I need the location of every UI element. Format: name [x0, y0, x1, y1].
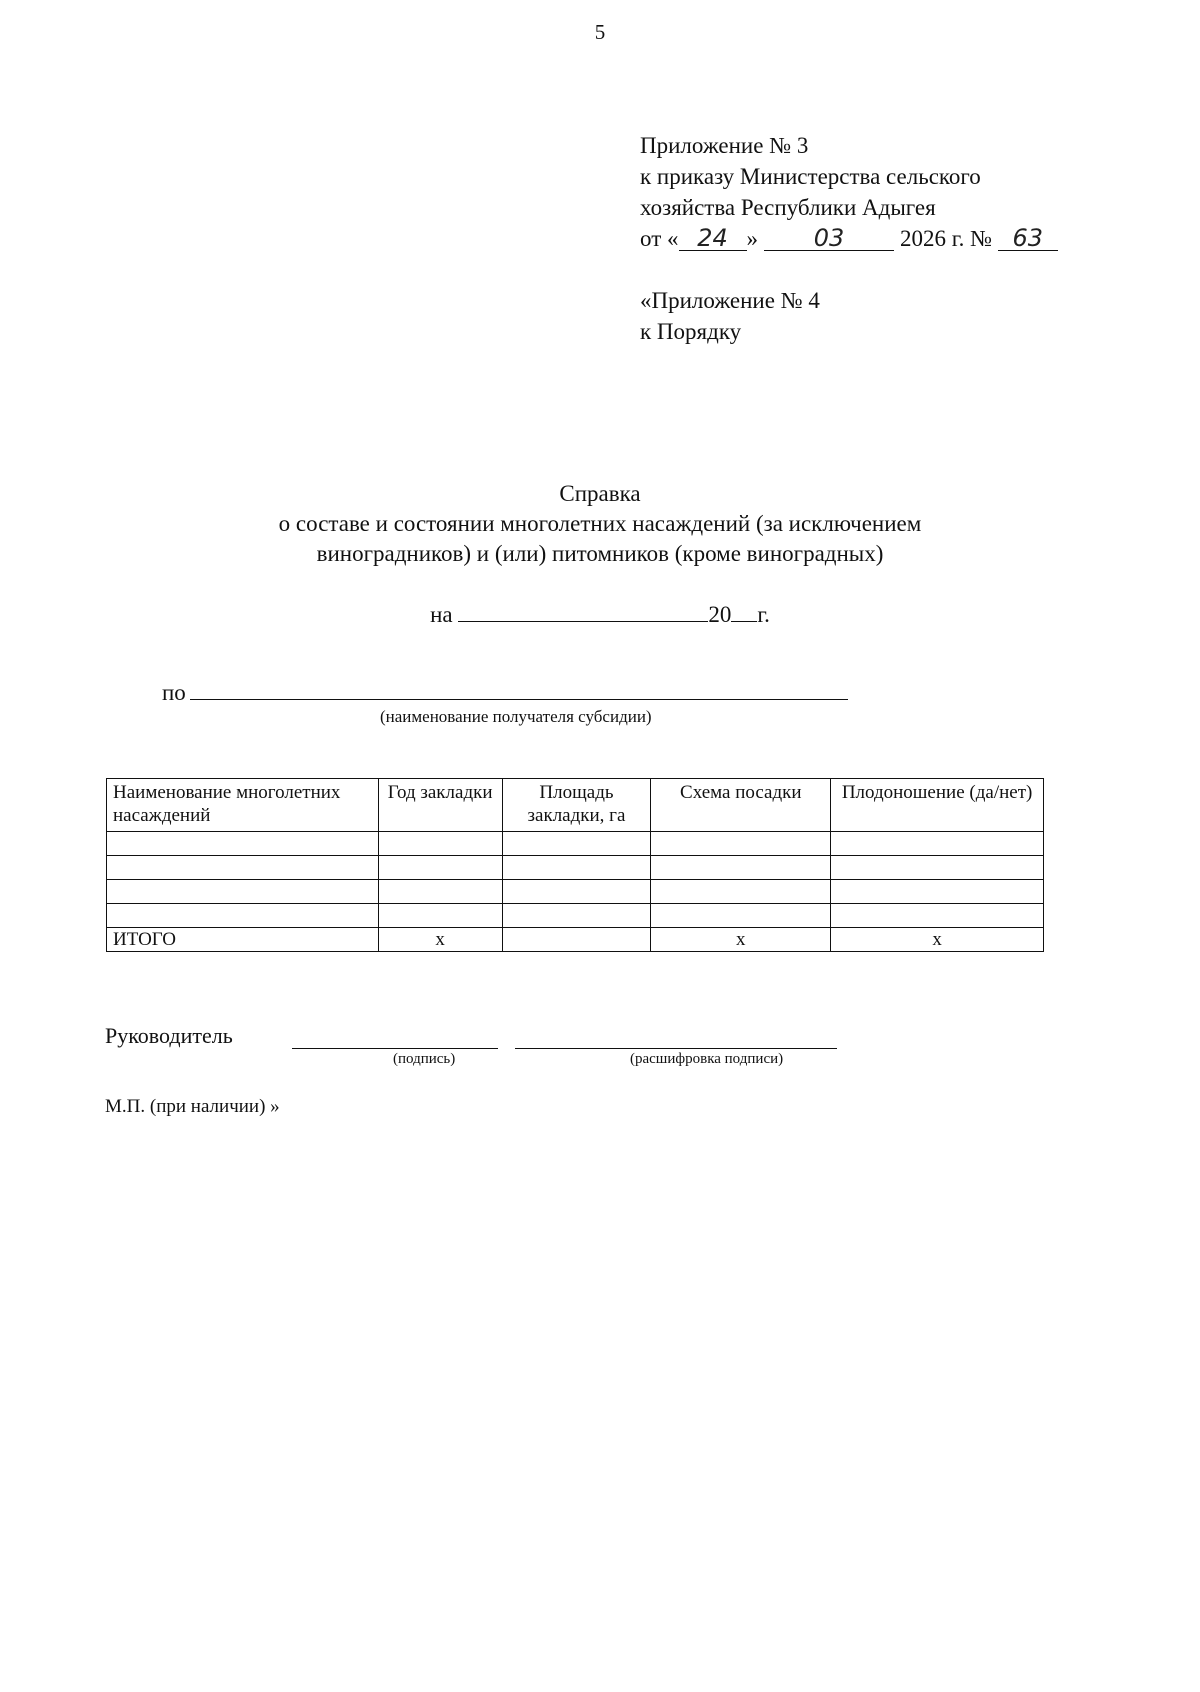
table-row	[107, 832, 1044, 856]
report-date-line	[0, 601, 1200, 628]
appendix-ref-title: «Приложение № 4	[640, 288, 820, 313]
signature-caption: (подпись)	[393, 1051, 456, 1067]
date-line-prefix: на	[430, 602, 453, 627]
recipient-caption: (наименование получателя субсидии)	[380, 707, 652, 726]
date-line-suffix: г.	[757, 602, 770, 627]
table-cell[interactable]	[502, 832, 651, 856]
signature-head-label: Руководитель	[105, 1023, 233, 1048]
table-cell[interactable]	[651, 856, 831, 880]
recipient-prefix: по	[162, 680, 186, 705]
recipient-blank-field[interactable]	[190, 679, 848, 700]
table-cell[interactable]	[378, 880, 502, 904]
recipient-line	[162, 679, 848, 706]
total-year: х	[378, 928, 502, 952]
stamp-note: М.П. (при наличии) »	[105, 1096, 280, 1117]
table-row	[107, 856, 1044, 880]
table-cell[interactable]	[651, 832, 831, 856]
signature-decode-field[interactable]	[515, 1047, 837, 1049]
title-line-2: о составе и состоянии многолетних насаждений (за исключением	[278, 511, 922, 536]
appendix-title: Приложение № 3	[640, 133, 809, 158]
year-blank-field[interactable]	[731, 601, 757, 622]
handwritten-day: 24	[679, 226, 747, 251]
table-cell[interactable]	[107, 856, 379, 880]
table-cell[interactable]	[107, 880, 379, 904]
table-row	[107, 904, 1044, 928]
plantings-table	[106, 778, 1044, 952]
appendix-ministry: хозяйства Республики Адыгея	[640, 195, 936, 220]
table-cell[interactable]	[831, 856, 1044, 880]
appendix-date-line	[640, 223, 1058, 254]
table-cell[interactable]	[651, 880, 831, 904]
table-cell[interactable]	[378, 904, 502, 928]
header-fruiting: Плодоношение (да/нет)	[831, 779, 1044, 832]
table-cell[interactable]	[831, 832, 1044, 856]
table-cell[interactable]	[107, 904, 379, 928]
appendix-reference	[640, 285, 820, 347]
table-cell[interactable]	[502, 904, 651, 928]
table-cell[interactable]	[831, 880, 1044, 904]
signature-decode-caption: (расшифровка подписи)	[630, 1051, 784, 1067]
date-line-year: 20	[708, 602, 732, 627]
date-prefix: от «	[640, 226, 679, 251]
signature-field[interactable]	[292, 1047, 498, 1049]
header-planting-scheme: Схема посадки	[651, 779, 831, 832]
table-cell[interactable]	[651, 904, 831, 928]
appendix-order-ref: к приказу Министерства сельского	[640, 164, 981, 189]
table-total-row	[107, 928, 1044, 952]
handwritten-order-number: 63	[998, 226, 1058, 251]
table-cell[interactable]	[502, 856, 651, 880]
table-cell[interactable]	[378, 832, 502, 856]
total-scheme: х	[651, 928, 831, 952]
table-cell[interactable]	[502, 880, 651, 904]
page-number: 5	[594, 20, 606, 44]
handwritten-month: 03	[764, 226, 894, 251]
date-quote-close: »	[746, 226, 758, 251]
appendix-ref-order: к Порядку	[640, 319, 742, 344]
total-label: ИТОГО	[107, 928, 379, 952]
total-area[interactable]	[502, 928, 651, 952]
title-heading: Справка	[559, 481, 641, 506]
header-planting-area: Площадь закладки, га	[502, 779, 651, 832]
table-cell[interactable]	[831, 904, 1044, 928]
table-header-row	[107, 779, 1044, 832]
header-planting-year: Год закладки	[378, 779, 502, 832]
table-cell[interactable]	[107, 832, 379, 856]
table-row	[107, 880, 1044, 904]
total-fruiting: х	[831, 928, 1044, 952]
date-year: 2026 г. №	[900, 226, 993, 251]
title-line-3: виноградников) и (или) питомников (кроме виноградных)	[316, 541, 884, 566]
document-title	[0, 479, 1200, 569]
date-blank-field[interactable]	[458, 601, 708, 622]
table-cell[interactable]	[378, 856, 502, 880]
header-planting-name: Наименование многолетних насаждений	[107, 779, 379, 832]
appendix-header	[640, 130, 1058, 254]
